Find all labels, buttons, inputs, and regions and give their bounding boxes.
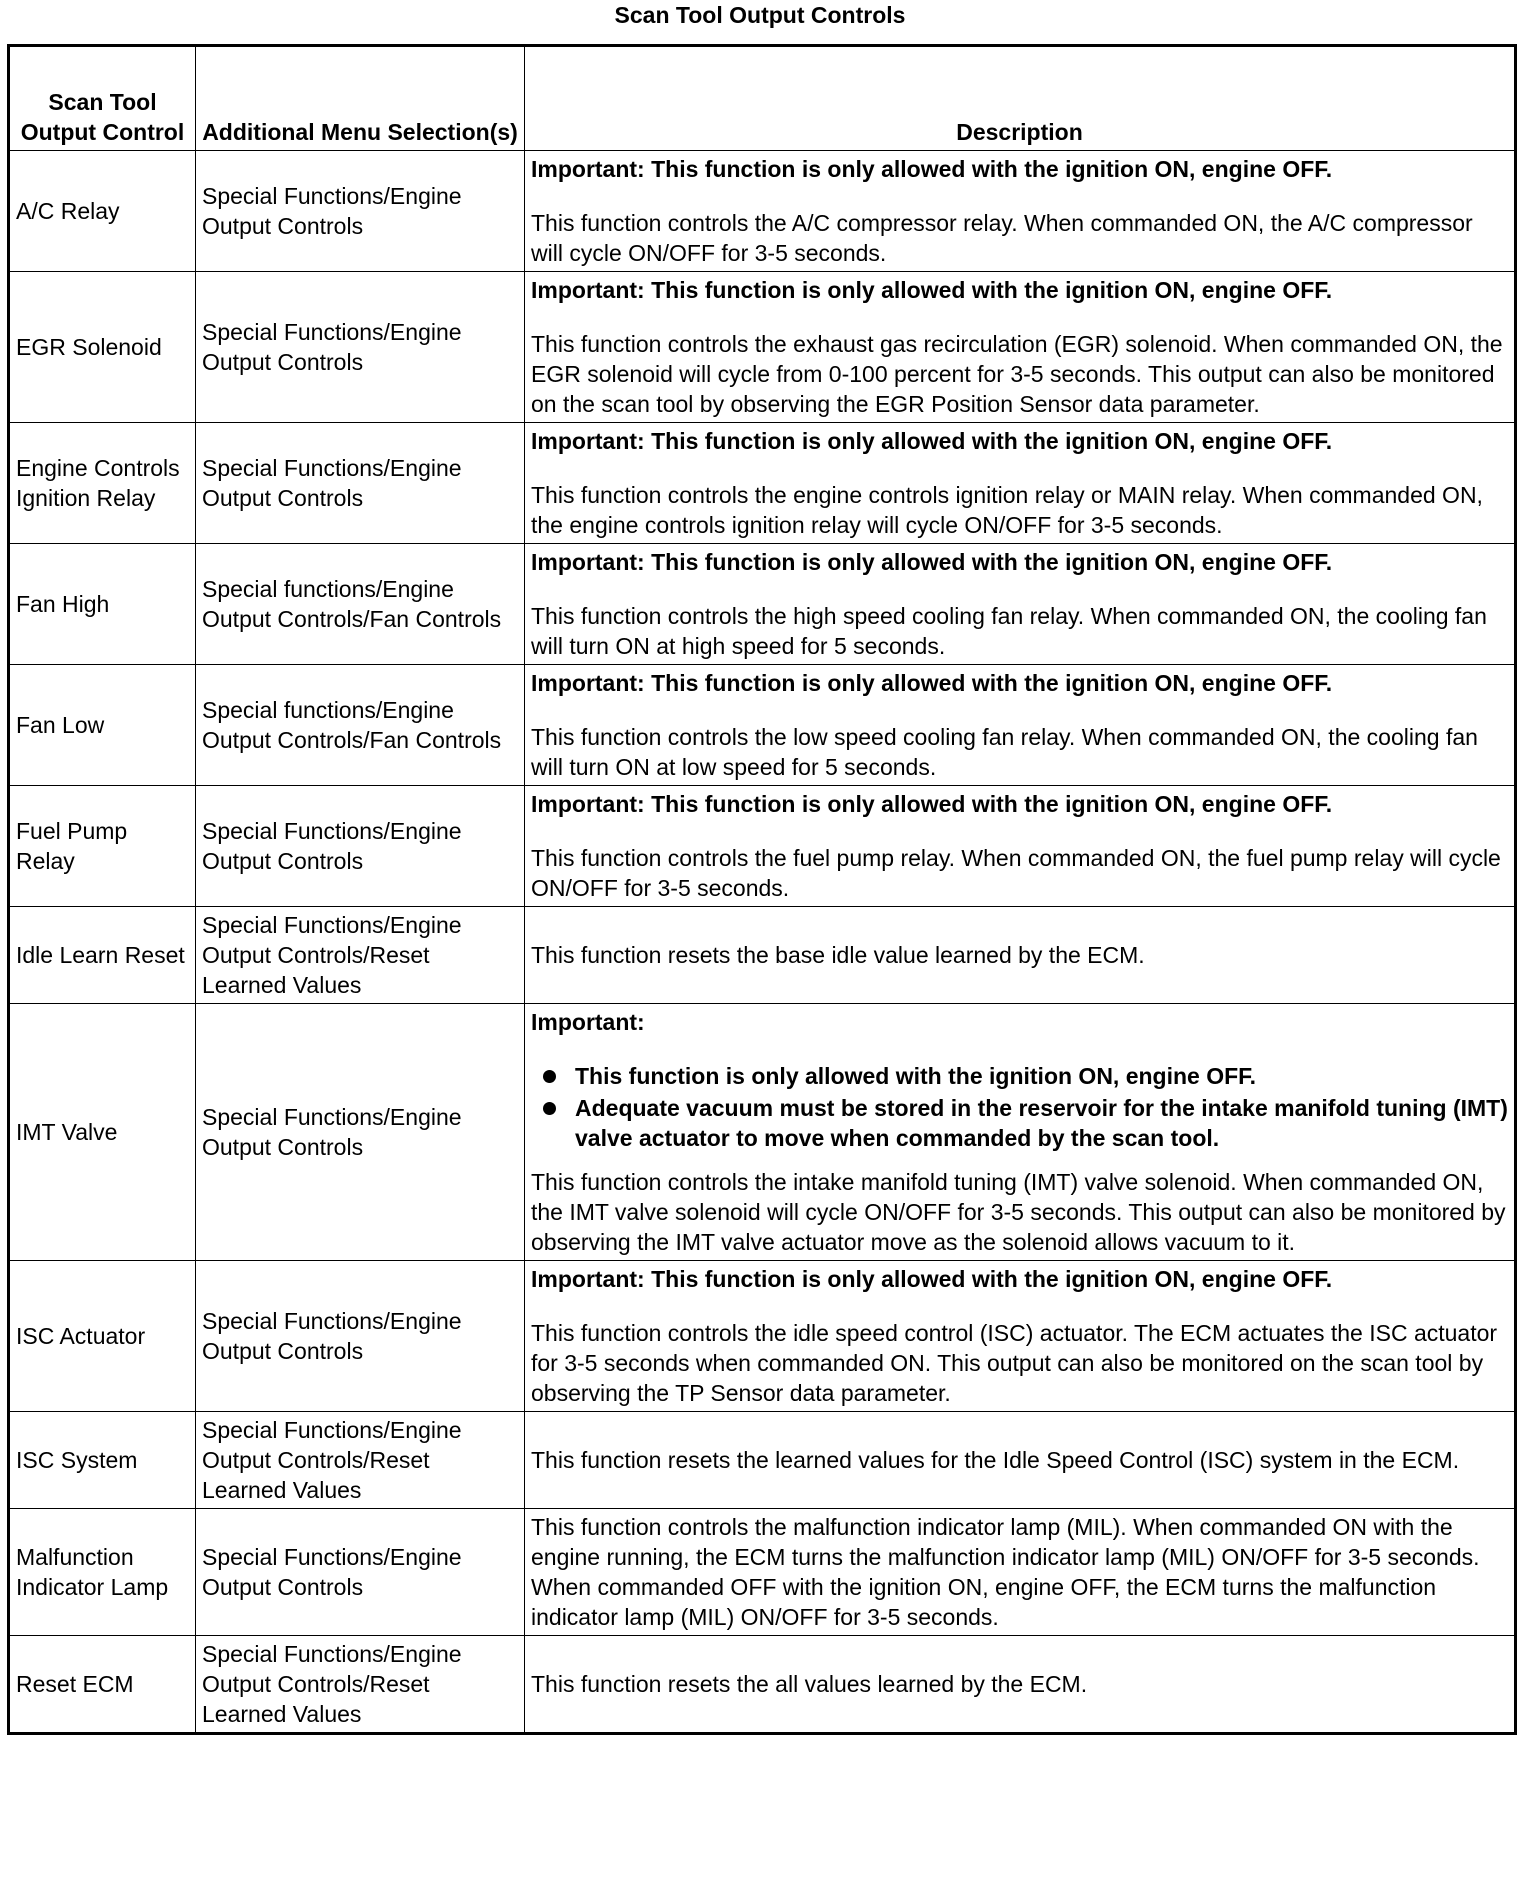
control-cell: IMT Valve bbox=[9, 1004, 196, 1261]
description-text: This function controls the low speed cooling fan relay. When commanded ON, the cooling fan will turn ON at low speed for 5 seconds. bbox=[531, 724, 1478, 780]
menu-cell: Special Functions/Engine Output Controls bbox=[196, 1004, 525, 1261]
table-row bbox=[9, 786, 1516, 907]
control-cell: Reset ECM bbox=[9, 1636, 196, 1734]
header-menu: Additional Menu Selection(s) bbox=[196, 46, 525, 151]
table-row bbox=[9, 1261, 1516, 1412]
control-cell: A/C Relay bbox=[9, 151, 196, 272]
control-cell: Malfunction Indicator Lamp bbox=[9, 1509, 196, 1636]
important-note: Important: This function is only allowed with the ignition ON, engine OFF. bbox=[531, 277, 1333, 303]
table-row bbox=[9, 1636, 1516, 1734]
important-note: Important: This function is only allowed with the ignition ON, engine OFF. bbox=[531, 156, 1333, 182]
description-cell bbox=[525, 786, 1516, 907]
description-text: This function resets the base idle value learned by the ECM. bbox=[531, 942, 1145, 968]
description-cell bbox=[525, 1412, 1516, 1509]
table-row bbox=[9, 272, 1516, 423]
menu-cell: Special Functions/Engine Output Controls bbox=[196, 423, 525, 544]
menu-cell: Special Functions/Engine Output Controls bbox=[196, 272, 525, 423]
control-cell: Fan High bbox=[9, 544, 196, 665]
important-note: Important: This function is only allowed with the ignition ON, engine OFF. bbox=[531, 1266, 1333, 1292]
important-label: Important: bbox=[531, 1009, 645, 1035]
header-description: Description bbox=[525, 46, 1516, 151]
description-cell bbox=[525, 907, 1516, 1004]
menu-cell: Special functions/Engine Output Controls/Fan Controls bbox=[196, 544, 525, 665]
header-control: Scan Tool Output Control bbox=[9, 46, 196, 151]
description-text: This function controls the intake manifold tuning (IMT) valve solenoid. When commanded ON, the IMT valve solenoid will cycle ON/OFF for 3-5 seconds. This output can also be monitored by observing the IMT valve actuator move as the solenoid allows vacuum to it. bbox=[531, 1169, 1506, 1255]
description-text: This function controls the malfunction indicator lamp (MIL). When commanded ON with the engine running, the ECM turns the malfunction indicator lamp (MIL) ON/OFF for 3-5 seconds. When commanded OFF with the ignition ON, engine OFF, the ECM turns the malfunction indicator lamp (MIL) ON/OFF for 3-5 seconds. bbox=[531, 1514, 1480, 1630]
header-row bbox=[9, 46, 1516, 151]
description-cell bbox=[525, 1636, 1516, 1734]
table-row bbox=[9, 1412, 1516, 1509]
description-text: This function controls the A/C compressor relay. When commanded ON, the A/C compressor will cycle ON/OFF for 3-5 seconds. bbox=[531, 210, 1473, 266]
menu-cell: Special Functions/Engine Output Controls bbox=[196, 786, 525, 907]
important-note: Important: This function is only allowed with the ignition ON, engine OFF. bbox=[531, 791, 1333, 817]
list-item bbox=[575, 1061, 1508, 1091]
description-cell bbox=[525, 151, 1516, 272]
description-cell bbox=[525, 1261, 1516, 1412]
page-title: Scan Tool Output Controls bbox=[614, 2, 906, 28]
table-row bbox=[9, 1004, 1516, 1261]
menu-cell: Special functions/Engine Output Controls/Fan Controls bbox=[196, 665, 525, 786]
description-cell bbox=[525, 272, 1516, 423]
important-note: Important: This function is only allowed with the ignition ON, engine OFF. bbox=[531, 670, 1333, 696]
table-row bbox=[9, 665, 1516, 786]
description-cell bbox=[525, 544, 1516, 665]
menu-cell: Special Functions/Engine Output Controls/Reset Learned Values bbox=[196, 1636, 525, 1734]
table-row bbox=[9, 907, 1516, 1004]
bullet-icon bbox=[543, 1070, 556, 1083]
menu-cell: Special Functions/Engine Output Controls bbox=[196, 1261, 525, 1412]
control-cell: EGR Solenoid bbox=[9, 272, 196, 423]
control-cell: ISC System bbox=[9, 1412, 196, 1509]
description-text: This function controls the engine controls ignition relay or MAIN relay. When commanded ON, the engine controls ignition relay will cycle ON/OFF for 3-5 seconds. bbox=[531, 482, 1483, 538]
description-cell bbox=[525, 665, 1516, 786]
menu-cell: Special Functions/Engine Output Controls bbox=[196, 1509, 525, 1636]
control-cell: Fuel Pump Relay bbox=[9, 786, 196, 907]
description-cell bbox=[525, 423, 1516, 544]
important-bullet-list bbox=[531, 1061, 1508, 1153]
output-controls-table bbox=[7, 44, 1517, 1735]
menu-cell: Special Functions/Engine Output Controls/Reset Learned Values bbox=[196, 907, 525, 1004]
table-row bbox=[9, 423, 1516, 544]
control-cell: Engine Controls Ignition Relay bbox=[9, 423, 196, 544]
bullet-text: This function is only allowed with the ignition ON, engine OFF. bbox=[575, 1063, 1257, 1089]
control-cell: Idle Learn Reset bbox=[9, 907, 196, 1004]
description-text: This function resets the learned values for the Idle Speed Control (ISC) system in the ECM. bbox=[531, 1447, 1460, 1473]
important-note: Important: This function is only allowed with the ignition ON, engine OFF. bbox=[531, 428, 1333, 454]
control-cell: ISC Actuator bbox=[9, 1261, 196, 1412]
bullet-icon bbox=[543, 1102, 556, 1115]
table-row bbox=[9, 1509, 1516, 1636]
description-text: This function resets the all values learned by the ECM. bbox=[531, 1671, 1088, 1697]
description-text: This function controls the exhaust gas recirculation (EGR) solenoid. When commanded ON, the EGR solenoid will cycle from 0-100 percent for 3-5 seconds. This output can also be monitored on the scan tool by observing the EGR Position Sensor data parameter. bbox=[531, 331, 1503, 417]
table-row bbox=[9, 544, 1516, 665]
description-text: This function controls the high speed cooling fan relay. When commanded ON, the cooling fan will turn ON at high speed for 5 seconds. bbox=[531, 603, 1487, 659]
description-text: This function controls the fuel pump relay. When commanded ON, the fuel pump relay will cycle ON/OFF for 3-5 seconds. bbox=[531, 845, 1501, 901]
control-cell: Fan Low bbox=[9, 665, 196, 786]
description-cell bbox=[525, 1509, 1516, 1636]
list-item bbox=[575, 1093, 1508, 1153]
table-row bbox=[9, 151, 1516, 272]
menu-cell: Special Functions/Engine Output Controls/Reset Learned Values bbox=[196, 1412, 525, 1509]
description-text: This function controls the idle speed control (ISC) actuator. The ECM actuates the ISC actuator for 3-5 seconds when commanded ON. This output can also be monitored on the scan tool by observing the TP Sensor data parameter. bbox=[531, 1320, 1498, 1406]
bullet-text: Adequate vacuum must be stored in the reservoir for the intake manifold tuning (IMT) valve actuator to move when commanded by the scan tool. bbox=[575, 1095, 1508, 1151]
description-cell bbox=[525, 1004, 1516, 1261]
menu-cell: Special Functions/Engine Output Controls bbox=[196, 151, 525, 272]
important-note: Important: This function is only allowed with the ignition ON, engine OFF. bbox=[531, 549, 1333, 575]
